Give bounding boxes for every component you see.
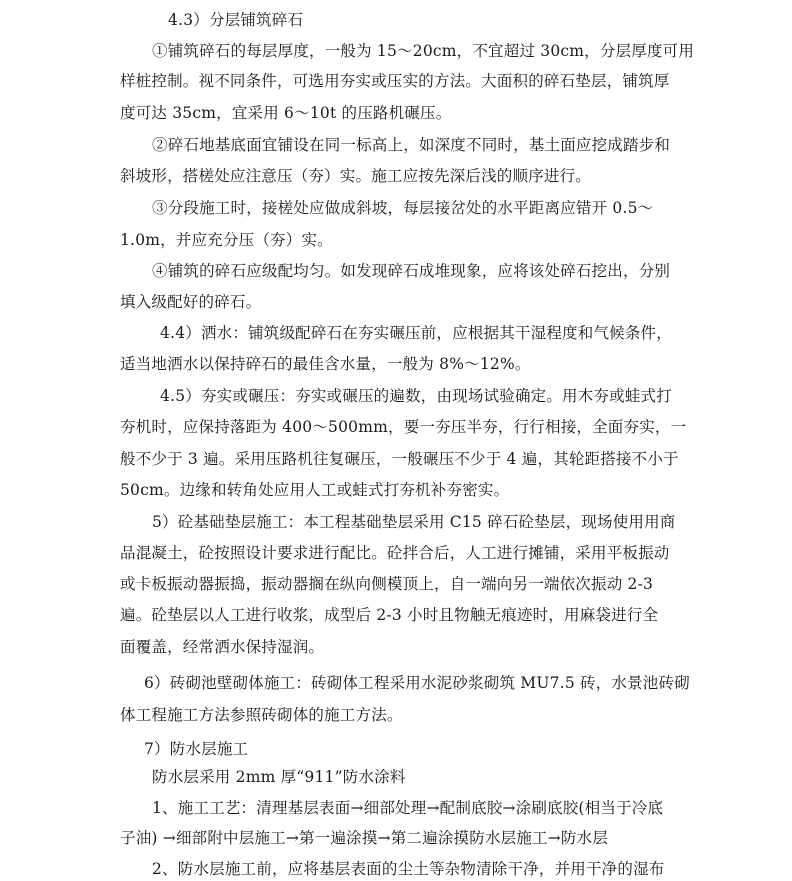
paragraph-line: 斜坡形，搭槎处应注意压（夯）实。施工应按先深后浅的顺序进行。 [120, 167, 592, 185]
paragraph-line: 子油) →细部附中层施工→第一遍涂摸→第二遍涂摸防水层施工→防水层 [120, 829, 609, 847]
paragraph-line: 4.4）洒水：铺筑级配碎石在夯实碾压前，应根据其干湿程度和气候条件， [160, 324, 672, 342]
paragraph-line: 夯机时，应保持落距为 400～500mm，要一夯压半夯，行行相接，全面夯实，一 [120, 418, 687, 436]
paragraph-line: 50cm。边缘和转角处应用人工或蛙式打夯机补夯密实。 [120, 481, 510, 499]
paragraph-line: 2、防水层施工前，应将基层表面的尘土等杂物清除干净，并用干净的湿布 [152, 860, 665, 878]
paragraph-line: 般不少于 3 遍。采用压路机往复碾压，一般碾压不少于 4 遍，其轮距搭接不小于 [120, 450, 679, 468]
heading-4-3: 4.3）分层铺筑碎石 [168, 11, 304, 29]
paragraph-line: 遍。砼垫层以人工进行收浆，成型后 2-3 小时且物触无痕迹时，用麻袋进行全 [120, 606, 659, 624]
paragraph-line: 1、施工工艺：清理基层表面→细部处理→配制底胶→涂刷底胶(相当于冷底 [152, 799, 664, 817]
paragraph-line: ②碎石地基底面宜铺设在同一标高上，如深度不同时，基土面应挖成踏步和 [152, 136, 671, 154]
paragraph-line: 1.0m，并应充分压（夯）实。 [120, 231, 333, 249]
heading-7: 7）防水层施工 [144, 740, 249, 758]
paragraph-line: 或卡板振动器振捣，振动器搁在纵向侧模顶上，自一端向另一端依次振动 2-3 [120, 575, 654, 593]
paragraph-line: 6）砖砌池壁砌体施工：砖砌体工程采用水泥砂浆砌筑 MU7.5 砖，水景池砖砌 [144, 674, 690, 692]
paragraph-line: ④铺筑的碎石应级配均匀。如发现碎石成堆现象，应将该处碎石挖出，分别 [152, 262, 671, 280]
paragraph-line: ③分段施工时，接槎处应做成斜坡，每层接岔处的水平距离应错开 0.5～ [152, 199, 654, 217]
paragraph-line: 适当地洒水以保持碎石的最佳含水量，一般为 8%～12%。 [120, 355, 531, 373]
paragraph-line: ①铺筑碎石的每层厚度，一般为 15～20cm，不宜超过 30cm，分层厚度可用 [152, 42, 695, 60]
paragraph-line: 防水层采用 2mm 厚“911”防水涂料 [152, 768, 406, 786]
paragraph-line: 度可达 35cm，宜采用 6～10t 的压路机碾压。 [120, 104, 452, 122]
paragraph-line: 4.5）夯实或碾压：夯实或碾压的遍数，由现场试验确定。用木夯或蛙式打 [160, 387, 672, 405]
paragraph-line: 5）砼基础垫层施工：本工程基础垫层采用 C15 碎石砼垫层，现场使用用商 [152, 513, 676, 531]
paragraph-line: 品混凝土，砼按照设计要求进行配比。砼拌合后，人工进行摊铺，采用平板振动 [120, 544, 670, 562]
paragraph-line: 样桩控制。视不同条件，可选用夯实或压实的方法。大面积的碎石垫层，铺筑厚 [120, 72, 670, 90]
paragraph-line: 填入级配好的碎石。 [120, 293, 262, 311]
paragraph-line: 体工程施工方法参照砖砌体的施工方法。 [120, 706, 403, 724]
paragraph-line: 面覆盖，经常洒水保持湿润。 [120, 638, 325, 656]
